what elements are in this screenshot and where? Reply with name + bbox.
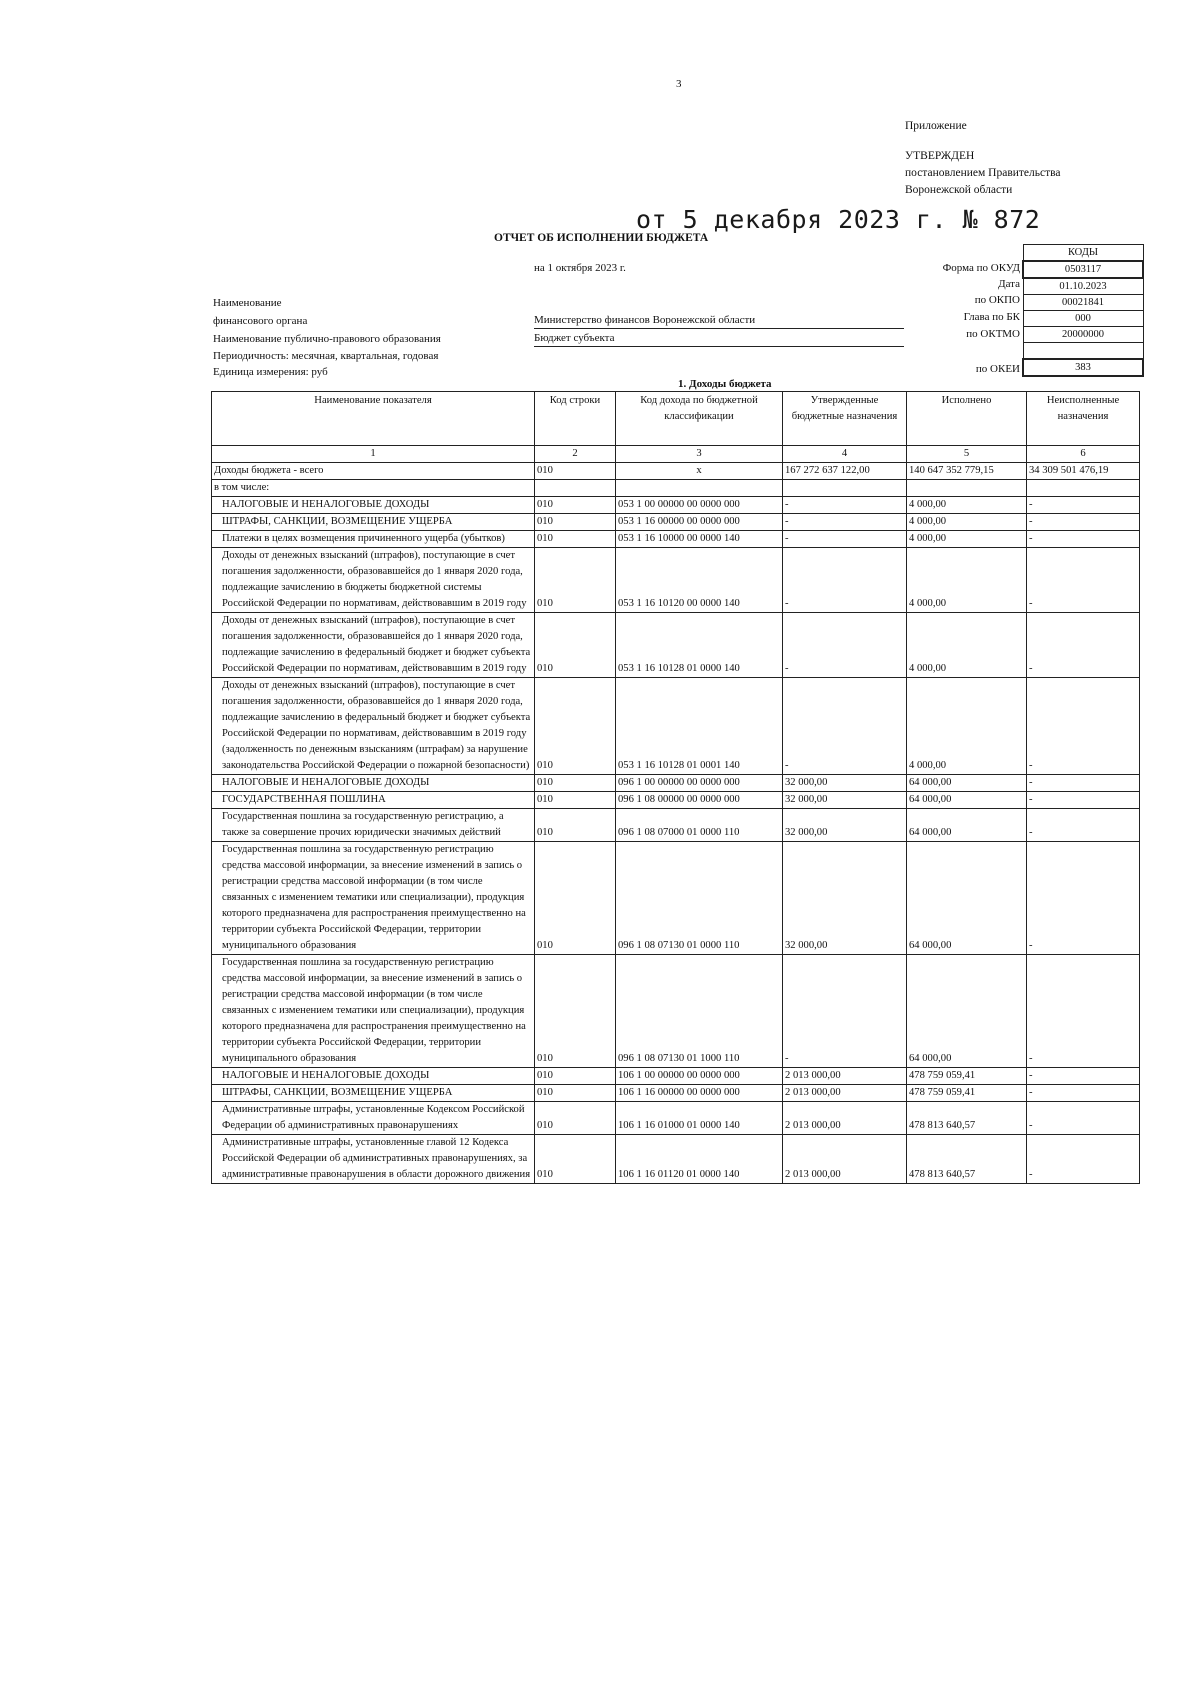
row-approved: 32 000,00 xyxy=(783,809,907,842)
row-executed: 4 000,00 xyxy=(907,613,1027,678)
row-code: 010 xyxy=(535,531,616,548)
table-row xyxy=(212,480,1140,497)
report-title: ОТЧЕТ ОБ ИСПОЛНЕНИИ БЮДЖЕТА xyxy=(494,232,709,244)
row-code: 010 xyxy=(535,809,616,842)
col-number: 1 xyxy=(212,446,535,463)
row-unexecuted xyxy=(1027,480,1140,497)
row-name: Доходы от денежных взысканий (штрафов), поступающие в счет погашения задолженности, образовавшейся до 1 января 2020 года, подлежащие зачислению в федеральный бюджет и бюджет субъекта Российской Федерации по нормативам, действовавшим в 2019 году (задолженность по денежным взысканиям (штрафам) за нарушение законодательства Российской Федерации о пожарной безопасности) xyxy=(212,678,535,775)
table-row xyxy=(212,613,1140,678)
table-row xyxy=(212,1102,1140,1135)
row-income-code: 096 1 08 07130 01 1000 110 xyxy=(616,955,783,1068)
okpo-label: по ОКПО xyxy=(974,294,1020,306)
table-row xyxy=(212,548,1140,613)
row-income-code: 106 1 00 00000 00 0000 000 xyxy=(616,1068,783,1085)
row-code: 010 xyxy=(535,514,616,531)
row-name: Административные штрафы, установленные Кодексом Российской Федерации об административных правонарушениях xyxy=(212,1102,535,1135)
row-executed: 478 759 059,41 xyxy=(907,1068,1027,1085)
col-header-row-code: Код строки xyxy=(535,392,616,446)
periodicity-label: Периодичность: месячная, квартальная, годовая xyxy=(213,350,439,362)
row-name: НАЛОГОВЫЕ И НЕНАЛОГОВЫЕ ДОХОДЫ xyxy=(212,1068,535,1085)
okei-code: 383 xyxy=(1023,359,1143,376)
row-code: 010 xyxy=(535,497,616,514)
row-name: ГОСУДАРСТВЕННАЯ ПОШЛИНА xyxy=(212,792,535,809)
table-row xyxy=(212,842,1140,955)
row-income-code: 096 1 08 07000 01 0000 110 xyxy=(616,809,783,842)
periodicity-code xyxy=(1023,343,1143,360)
glava-label: Глава по БК xyxy=(963,311,1020,323)
row-income-code: 053 1 16 00000 00 0000 000 xyxy=(616,514,783,531)
pub-entity-label: Наименование публично-правового образования xyxy=(213,333,441,345)
row-unexecuted: - xyxy=(1027,1068,1140,1085)
row-approved: - xyxy=(783,531,907,548)
table-row xyxy=(212,775,1140,792)
report-date: на 1 октября 2023 г. xyxy=(534,262,626,274)
row-name: Доходы от денежных взысканий (штрафов), поступающие в счет погашения задолженности, образовавшейся до 1 января 2020 года, подлежащие зачислению в бюджеты бюджетной системы Российской Федерации по нормативам, действовавшим в 2019 году xyxy=(212,548,535,613)
row-executed: 64 000,00 xyxy=(907,955,1027,1068)
date-code: 01.10.2023 xyxy=(1023,278,1143,295)
row-income-code: 096 1 08 07130 01 0000 110 xyxy=(616,842,783,955)
row-unexecuted: - xyxy=(1027,1135,1140,1184)
row-approved: 2 013 000,00 xyxy=(783,1068,907,1085)
row-income-code: 053 1 16 10128 01 0000 140 xyxy=(616,613,783,678)
col-header-unexecuted: Неисполненные назначения xyxy=(1027,392,1140,446)
row-executed: 478 759 059,41 xyxy=(907,1085,1027,1102)
row-name: Доходы бюджета - всего xyxy=(212,463,535,480)
row-code xyxy=(535,480,616,497)
row-executed: 64 000,00 xyxy=(907,792,1027,809)
row-executed: 4 000,00 xyxy=(907,678,1027,775)
row-income-code: 106 1 16 00000 00 0000 000 xyxy=(616,1085,783,1102)
row-name: ШТРАФЫ, САНКЦИИ, ВОЗМЕЩЕНИЕ УЩЕРБА xyxy=(212,514,535,531)
row-approved xyxy=(783,480,907,497)
row-code: 010 xyxy=(535,955,616,1068)
col-number: 6 xyxy=(1027,446,1140,463)
approved-label: УТВЕРЖДЕН xyxy=(905,150,975,162)
row-name: НАЛОГОВЫЕ И НЕНАЛОГОВЫЕ ДОХОДЫ xyxy=(212,497,535,514)
table-row xyxy=(212,678,1140,775)
col-header-executed: Исполнено xyxy=(907,392,1027,446)
row-name: Государственная пошлина за государственную регистрацию средства массовой информации, за внесение изменений в запись о регистрации средства массовой информации (в том числе связанных с изменением тематики или специализации), продукция которого предназначена для распространения преимущественно на территории субъекта Российской Федерации, территории муниципального образования xyxy=(212,842,535,955)
row-unexecuted: - xyxy=(1027,1085,1140,1102)
row-code: 010 xyxy=(535,775,616,792)
row-unexecuted: 34 309 501 476,19 xyxy=(1027,463,1140,480)
row-approved: 32 000,00 xyxy=(783,842,907,955)
row-approved: - xyxy=(783,678,907,775)
row-income-code: 053 1 16 10128 01 0001 140 xyxy=(616,678,783,775)
col-number: 4 xyxy=(783,446,907,463)
row-name: ШТРАФЫ, САНКЦИИ, ВОЗМЕЩЕНИЕ УЩЕРБА xyxy=(212,1085,535,1102)
pub-entity-value: Бюджет субъекта xyxy=(534,332,904,347)
row-income-code: 096 1 00 00000 00 0000 000 xyxy=(616,775,783,792)
row-approved: 167 272 637 122,00 xyxy=(783,463,907,480)
row-code: 010 xyxy=(535,613,616,678)
okpo-code: 00021841 xyxy=(1023,295,1143,311)
row-executed: 478 813 640,57 xyxy=(907,1135,1027,1184)
table-row xyxy=(212,1068,1140,1085)
row-executed: 4 000,00 xyxy=(907,514,1027,531)
table-row xyxy=(212,531,1140,548)
row-income-code: 106 1 16 01000 01 0000 140 xyxy=(616,1102,783,1135)
codes-table xyxy=(1022,244,1144,377)
row-code: 010 xyxy=(535,842,616,955)
row-approved: 2 013 000,00 xyxy=(783,1135,907,1184)
row-approved: 2 013 000,00 xyxy=(783,1085,907,1102)
row-name: НАЛОГОВЫЕ И НЕНАЛОГОВЫЕ ДОХОДЫ xyxy=(212,775,535,792)
appendix-label: Приложение xyxy=(905,120,967,132)
row-executed: 140 647 352 779,15 xyxy=(907,463,1027,480)
section-title: 1. Доходы бюджета xyxy=(678,378,772,390)
table-row xyxy=(212,1085,1140,1102)
row-approved: - xyxy=(783,514,907,531)
oktmo-code: 20000000 xyxy=(1023,327,1143,343)
col-header-income-code: Код дохода по бюджетной классификации xyxy=(616,392,783,446)
okud-label: Форма по ОКУД xyxy=(942,262,1020,274)
row-approved: 2 013 000,00 xyxy=(783,1102,907,1135)
okud-code: 0503117 xyxy=(1023,261,1143,278)
codes-header: КОДЫ xyxy=(1023,245,1143,262)
decree-stamp: от 5 декабря 2023 г. № 872 xyxy=(636,205,1041,234)
row-unexecuted: - xyxy=(1027,792,1140,809)
row-unexecuted: - xyxy=(1027,842,1140,955)
row-unexecuted: - xyxy=(1027,678,1140,775)
approval-block xyxy=(905,118,1061,199)
row-unexecuted: - xyxy=(1027,497,1140,514)
row-unexecuted: - xyxy=(1027,613,1140,678)
row-income-code: 106 1 16 01120 01 0000 140 xyxy=(616,1135,783,1184)
row-code: 010 xyxy=(535,1135,616,1184)
oktmo-label: по ОКТМО xyxy=(966,328,1020,340)
name-label: Наименование xyxy=(213,297,282,309)
col-number: 2 xyxy=(535,446,616,463)
row-name: Государственная пошлина за государственную регистрацию, а также за совершение прочих юридически значимых действий xyxy=(212,809,535,842)
row-approved: - xyxy=(783,613,907,678)
approval-line-1: постановлением Правительства xyxy=(905,167,1061,179)
row-approved: 32 000,00 xyxy=(783,775,907,792)
row-executed: 4 000,00 xyxy=(907,497,1027,514)
row-code: 010 xyxy=(535,678,616,775)
row-income-code: 053 1 00 00000 00 0000 000 xyxy=(616,497,783,514)
row-name: Государственная пошлина за государственную регистрацию средства массовой информации, за внесение изменений в запись о регистрации средства массовой информации (в том числе связанных с изменением тематики или специализации), продукция которого предназначена для распространения преимущественно на территории субъекта Российской Федерации, территории муниципального образования xyxy=(212,955,535,1068)
table-row xyxy=(212,514,1140,531)
row-income-code xyxy=(616,480,783,497)
col-header-name: Наименование показателя xyxy=(212,392,535,446)
row-executed: 64 000,00 xyxy=(907,842,1027,955)
col-number: 3 xyxy=(616,446,783,463)
date-label: Дата xyxy=(998,278,1020,290)
table-row xyxy=(212,463,1140,480)
row-unexecuted: - xyxy=(1027,531,1140,548)
fin-org-value: Министерство финансов Воронежской области xyxy=(534,314,904,329)
glava-code: 000 xyxy=(1023,311,1143,327)
row-executed: 64 000,00 xyxy=(907,775,1027,792)
row-name: Доходы от денежных взысканий (штрафов), поступающие в счет погашения задолженности, образовавшейся до 1 января 2020 года, подлежащие зачислению в федеральный бюджет и бюджет субъекта Российской Федерации по нормативам, действовавшим в 2019 году xyxy=(212,613,535,678)
row-approved: - xyxy=(783,955,907,1068)
row-name: в том числе: xyxy=(212,480,535,497)
income-table xyxy=(211,391,1140,1184)
row-executed: 64 000,00 xyxy=(907,809,1027,842)
col-number: 5 xyxy=(907,446,1027,463)
row-income-code: 053 1 16 10000 00 0000 140 xyxy=(616,531,783,548)
row-name: Платежи в целях возмещения причиненного ущерба (убытков) xyxy=(212,531,535,548)
row-code: 010 xyxy=(535,463,616,480)
row-executed xyxy=(907,480,1027,497)
table-row xyxy=(212,497,1140,514)
approval-line-2: Воронежской области xyxy=(905,184,1013,196)
row-approved: 32 000,00 xyxy=(783,792,907,809)
row-code: 010 xyxy=(535,792,616,809)
table-row xyxy=(212,809,1140,842)
row-name: Административные штрафы, установленные главой 12 Кодекса Российской Федерации об административных правонарушениях, за административные правонарушения в области дорожного движения xyxy=(212,1135,535,1184)
row-unexecuted: - xyxy=(1027,955,1140,1068)
row-unexecuted: - xyxy=(1027,1102,1140,1135)
row-code: 010 xyxy=(535,548,616,613)
fin-org-label: финансового органа xyxy=(213,315,308,327)
row-unexecuted: - xyxy=(1027,775,1140,792)
row-income-code: 053 1 16 10120 00 0000 140 xyxy=(616,548,783,613)
row-executed: 4 000,00 xyxy=(907,548,1027,613)
col-header-approved: Утвержденные бюджетные назначения xyxy=(783,392,907,446)
row-unexecuted: - xyxy=(1027,548,1140,613)
row-code: 010 xyxy=(535,1102,616,1135)
row-executed: 478 813 640,57 xyxy=(907,1102,1027,1135)
okei-label: по ОКЕИ xyxy=(975,363,1020,375)
row-approved: - xyxy=(783,497,907,514)
table-row xyxy=(212,1135,1140,1184)
row-unexecuted: - xyxy=(1027,514,1140,531)
row-approved: - xyxy=(783,548,907,613)
row-code: 010 xyxy=(535,1068,616,1085)
row-code: 010 xyxy=(535,1085,616,1102)
table-row xyxy=(212,955,1140,1068)
row-income-code: x xyxy=(616,463,783,480)
unit-label: Единица измерения: руб xyxy=(213,366,328,378)
row-executed: 4 000,00 xyxy=(907,531,1027,548)
row-unexecuted: - xyxy=(1027,809,1140,842)
table-row xyxy=(212,792,1140,809)
page-number: 3 xyxy=(676,78,682,90)
row-income-code: 096 1 08 00000 00 0000 000 xyxy=(616,792,783,809)
